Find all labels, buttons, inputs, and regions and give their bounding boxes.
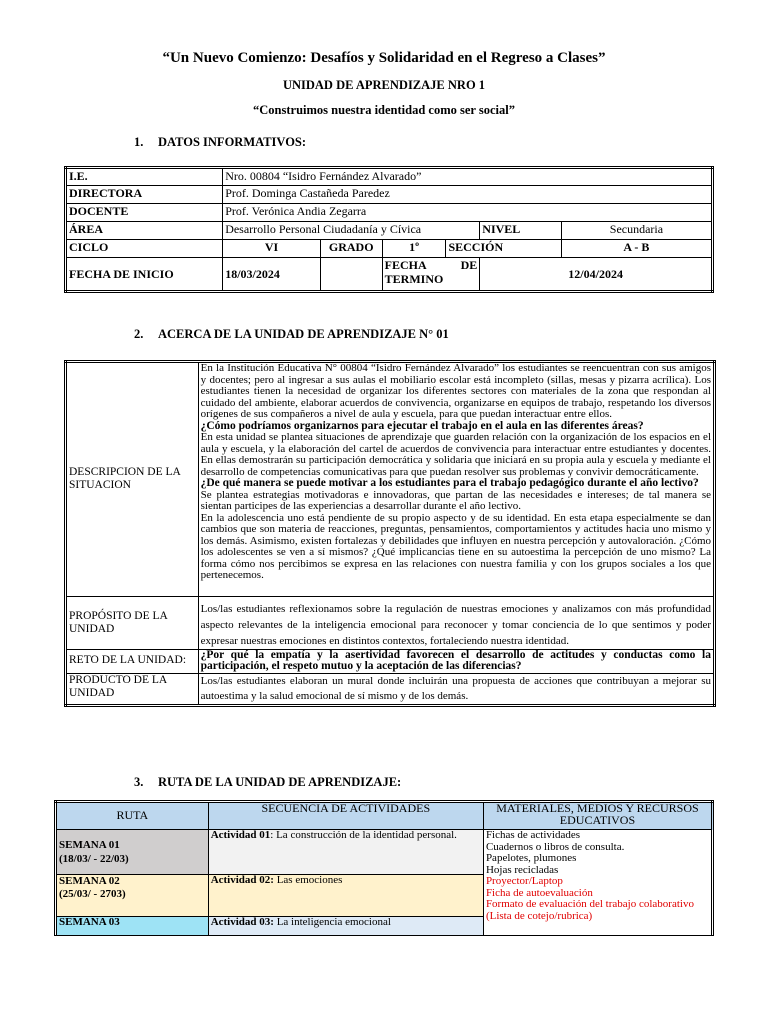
material-item-highlight: (Lista de cotejo/rubrica) <box>485 909 593 922</box>
activity-label: Actividad 01 <box>210 829 271 841</box>
unit-theme: “Construimos nuestra identidad como ser social” <box>253 103 515 117</box>
desc-paragraph-1: En la Institución Educativa N° 00804 “Isidro Fernández Alvarado” los estudiantes se reencuentran con sus amigos y docentes; pero al ingresar a sus aulas el mobiliario escolar está incompleto (sillas, mesas y pizarra acrílica). Los estudiantes tienen la necesidad de organizar los diferentes sectores con materiales de la zona que respondan al cuidado del ambiente, elaborar acuerdos de convivencia, organizarse en equipos de trabajo, respetando los diversos orígenes de sus compañeros a nivel de aula y escuela, para que puedan interactuar entre ellos. <box>200 362 711 420</box>
area-label: ÁREA <box>66 222 223 240</box>
week-3-name: SEMANA 03 <box>59 916 120 928</box>
section-title: DATOS INFORMATIVOS: <box>158 135 307 149</box>
producto-label: PRODUCTO DE LA UNIDAD <box>66 673 199 705</box>
ie-value: Nro. 00804 “Isidro Fernández Alvarado” <box>223 168 713 186</box>
week-2-cell <box>56 875 209 917</box>
section-number: 3. <box>134 775 144 789</box>
datos-table <box>64 166 714 293</box>
activity-label: Actividad 02: <box>210 874 274 886</box>
nivel-label: NIVEL <box>480 222 562 240</box>
material-item-highlight: Formato de evaluación del trabajo colaborativo <box>485 898 694 910</box>
acerca-table <box>64 360 716 707</box>
reto-label: RETO DE LA UNIDAD: <box>66 649 199 673</box>
activity-label: Actividad 03: <box>210 916 274 928</box>
area-value: Desarrollo Personal Ciudadanía y Cívica <box>223 222 480 240</box>
desc-paragraph-2: En esta unidad se plantea situaciones de aprendizaje que guarden relación con la organización de los espacios en el aula y escuela, y la elaboración del cartel de acuerdos de convivencia para interactuar entre estudiantes y docentes. En ellas demostrarán su participación democrática y solidaria que iniciará en su propia aula y escuela y mediante el desarrollo de competencias comunicativas para que puedan resolver sus problemas y convivir democráticamente. <box>200 431 711 478</box>
desc-content <box>198 362 714 597</box>
week-1-dates: (18/03/ - 22/03) <box>59 853 129 865</box>
directora-value: Prof. Dominga Castañeda Paredez <box>223 186 713 204</box>
material-item: Fichas de actividades <box>485 829 581 841</box>
grado-value: 1º <box>382 240 446 258</box>
seccion-label: SECCIÓN <box>446 240 561 258</box>
section-2-heading <box>134 327 449 342</box>
week-2-dates: (25/03/ - 2703) <box>59 888 126 900</box>
section-number: 1. <box>134 135 144 149</box>
material-item-highlight: Ficha de autoevaluación <box>485 886 593 899</box>
producto-value: Los/las estudiantes elaboran un mural donde incluirán una propuesta de acciones que contribuyan a mejorar su autoestima y la salud emocional de sí mismo y de los demás. <box>198 673 714 705</box>
materials-cell <box>483 830 712 937</box>
activity-text: : La construcción de la identidad personal. <box>270 829 457 841</box>
termino-label-3: TERMINO <box>384 272 444 286</box>
material-item: Hojas recicladas <box>485 863 559 876</box>
desc-paragraph-3: Se plantea estrategias motivadoras e innovadoras, que partan de las necesidades e intereses; de tal manera se sientan participes de las experiencias a desarrollar durante el año lectivo. <box>200 488 711 512</box>
termino-label <box>382 258 480 292</box>
ruta-clip <box>54 800 718 936</box>
activity-text: La inteligencia emocional <box>273 916 391 928</box>
docente-label: DOCENTE <box>66 204 223 222</box>
proposito-value: Los/las estudiantes reflexionamos sobre la regulación de nuestras emociones y analizamos con más profundidad aspecto relevantes de la inteligencia emocional para reconocer y tomar conciencia de lo que sentimos y poder expresar nuestras emociones en distintos contextos, fortaleciendo nuestra identidad. <box>198 596 714 649</box>
inicio-value: 18/03/2024 <box>223 258 321 292</box>
desc-question-1: ¿Cómo podríamos organizarnos para ejecutar el trabajo en el aula en las diferentes áreas? <box>200 419 644 432</box>
week-2-name: SEMANA 02 <box>59 875 120 887</box>
week-2-activity <box>208 875 483 917</box>
nivel-value: Secundaria <box>561 222 712 240</box>
ie-label: I.E. <box>66 168 223 186</box>
header-ruta: RUTA <box>56 802 209 830</box>
document-title: “Un Nuevo Comienzo: Desafíos y Solidaridad en el Regreso a Clases” <box>162 50 606 66</box>
seccion-value: A - B <box>561 240 712 258</box>
desc-paragraph-4: En la adolescencia uno está pendiente de su propio aspecto y de su identidad. En esta etapa especialmente se dan cambios que son materia de reacciones, preguntas, pensamientos, comportamientos y actitudes hacia uno mismo y los demás. Asimismo, existen fortalezas y debilidades que influyen en nuestra percepción y autovaloración. ¿Cómo los adolescentes se ven a sí mismos? ¿Qué implicancias tiene en su autoestima la percepción de uno mismo? La forma cómo nos percibimos se expresa en las relaciones con nuestra familia y con los grupos sociales a los que pertenecemos. <box>200 511 711 581</box>
week-1-cell <box>56 830 209 875</box>
material-item: Papelotes, plumones <box>485 852 577 864</box>
material-item-highlight: Proyector/Laptop <box>485 875 563 887</box>
week-1-name: SEMANA 01 <box>59 839 120 851</box>
termino-label-1: FECHA <box>384 258 427 272</box>
termino-value: 12/04/2024 <box>480 258 713 292</box>
ciclo-label: CICLO <box>66 240 223 258</box>
desc-label: DESCRIPCION DE LA SITUACION <box>66 362 199 597</box>
ruta-table <box>54 800 714 936</box>
header-materiales: MATERIALES, MEDIOS Y RECURSOS EDUCATIVOS <box>483 802 712 830</box>
section-title: RUTA DE LA UNIDAD DE APRENDIZAJE: <box>158 775 402 789</box>
header-secuencia: SECUENCIA DE ACTIVIDADES <box>208 802 483 830</box>
termino-label-2: DE <box>460 258 478 272</box>
grado-label: GRADO <box>320 240 382 258</box>
week-3-cell <box>56 917 209 937</box>
section-title: ACERCA DE LA UNIDAD DE APRENDIZAJE N° 01 <box>158 327 449 341</box>
docente-value: Prof. Verónica Andia Zegarra <box>223 204 713 222</box>
desc-question-2: ¿De qué manera se puede motivar a los estudiantes para el trabajo pedagógico durante el año lectivo? <box>200 477 699 489</box>
unit-subtitle: UNIDAD DE APRENDIZAJE NRO 1 <box>282 78 486 92</box>
proposito-label: PROPÓSITO DE LA UNIDAD <box>66 596 199 649</box>
section-1-heading <box>134 135 306 150</box>
section-number: 2. <box>134 327 144 341</box>
section-3-heading <box>134 775 401 790</box>
activity-text: Las emociones <box>273 874 343 886</box>
directora-label: DIRECTORA <box>66 186 223 204</box>
inicio-label: FECHA DE INICIO <box>66 258 223 292</box>
material-item: Cuadernos o libros de consulta. <box>485 840 625 853</box>
ciclo-value: VI <box>223 240 321 258</box>
week-3-activity <box>208 917 483 937</box>
week-1-activity <box>208 830 483 875</box>
reto-value: ¿Por qué la empatía y la asertividad favorecen el desarrollo de actitudes y conductas como la participación, el respeto mutuo y la aceptación de las diferencias? <box>198 649 714 673</box>
